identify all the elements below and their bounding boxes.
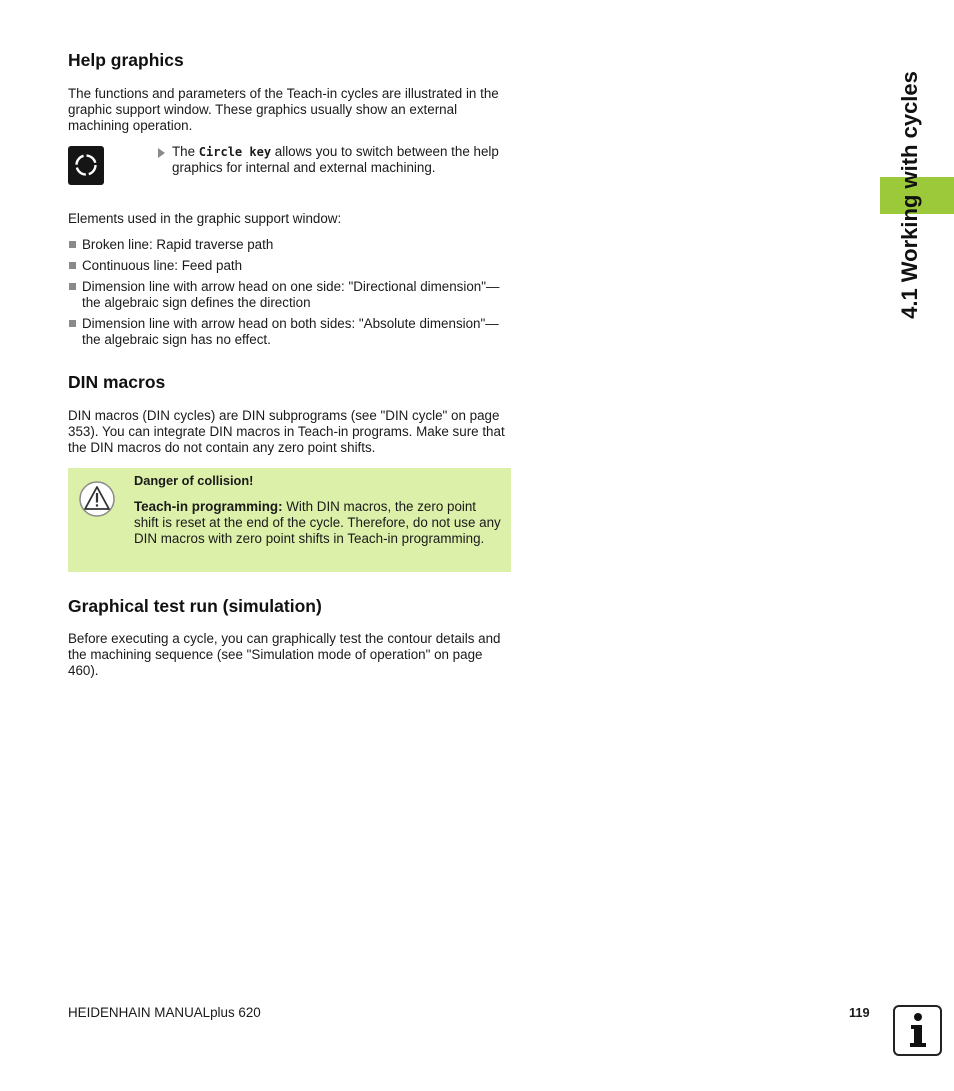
list-item bbox=[68, 316, 513, 348]
info-icon bbox=[893, 1005, 942, 1056]
chapter-title: 4.1 Working with cycles bbox=[897, 71, 922, 319]
step-text-post: allows you to switch between the help graphics for internal and external machining. bbox=[172, 144, 499, 176]
bullet-square-icon bbox=[69, 241, 76, 248]
list-item bbox=[68, 237, 513, 253]
circle-key-label: Circle key bbox=[198, 145, 272, 159]
footer-product: HEIDENHAIN MANUALplus 620 bbox=[68, 1005, 261, 1020]
step-arrow-icon bbox=[158, 148, 165, 158]
warning-triangle-icon bbox=[78, 480, 116, 518]
list-item-text: Continuous line: Feed path bbox=[82, 257, 243, 273]
heading-graphical-test-run: Graphical test run (simulation) bbox=[68, 596, 322, 616]
step-text-pre: The bbox=[172, 144, 199, 159]
list-item-text: Broken line: Rapid traverse path bbox=[82, 237, 274, 252]
din-macros-text: DIN macros (DIN cycles) are DIN subprograms (see "DIN cycle" on page 353). You can integrate DIN macros in Teach-in programs. Make sure that the DIN macros do not contain any zero point shifts. bbox=[68, 408, 505, 456]
help-graphics-intro: The functions and parameters of the Teach-in cycles are illustrated in the graphic support window. These graphics usually show an external machining operation. bbox=[68, 86, 499, 134]
bullet-square-icon bbox=[69, 283, 76, 290]
warning-bold-lead: Teach-in programming: bbox=[134, 499, 283, 514]
heading-help-graphics: Help graphics bbox=[68, 50, 184, 70]
warning-text bbox=[134, 499, 502, 548]
collision-warning-box bbox=[68, 468, 511, 572]
warning-title: Danger of collision! bbox=[134, 473, 254, 488]
list-item-text: Dimension line with arrow head on one side: "Directional dimension"—the algebraic sign defines the direction bbox=[82, 278, 500, 310]
list-item-text: Dimension line with arrow head on both sides: "Absolute dimension"—the algebraic sign has no effect. bbox=[82, 315, 499, 348]
bullet-square-icon bbox=[69, 320, 76, 327]
list-item bbox=[68, 279, 513, 311]
list-item bbox=[68, 258, 513, 274]
elements-list bbox=[68, 237, 513, 353]
graphical-test-text: Before executing a cycle, you can graphically test the contour details and the machining sequence (see "Simulation mode of operation" on page 460). bbox=[68, 631, 501, 679]
heading-din-macros: DIN macros bbox=[68, 372, 166, 392]
page-number: 119 bbox=[849, 1005, 870, 1020]
circle-key-step bbox=[158, 144, 510, 176]
bullet-square-icon bbox=[69, 262, 76, 269]
warning-body: With DIN macros, the zero point shift is reset at the end of the cycle. Therefore, do not use any DIN macros with zero point shifts in Teach-in programming. bbox=[134, 499, 501, 547]
elements-label: Elements used in the graphic support window: bbox=[68, 211, 342, 226]
circle-key-icon bbox=[68, 146, 104, 185]
